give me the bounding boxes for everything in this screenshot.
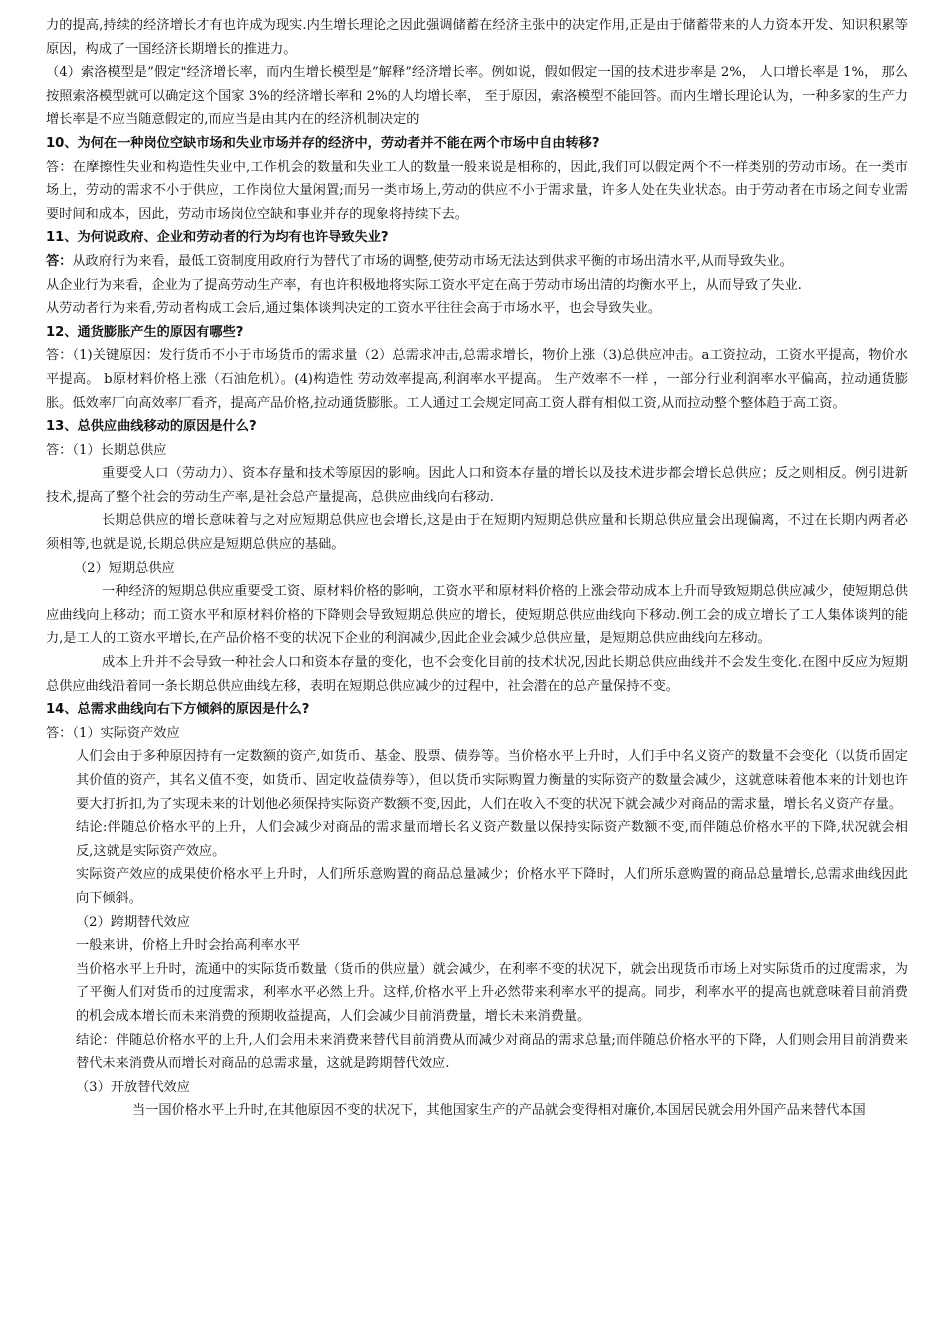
question-12: 12、通货膨胀产生的原因有哪些? xyxy=(46,324,244,340)
answer-12: 答：（1)关键原因：发行货币不小于市场货币的需求量（2）总需求冲击,总需求增长，物价上涨（3)总供应冲击。a工资拉动，工资水平提高，物价水平提高。 b原材料价格上涨（石油危机）。(4)构造性 劳动效率提高,利润率水平提高。 生产效率不一样 ，一部分行业利润率水平偏高，拉动通货膨胀。低效率厂向高效率厂看齐，提高产品价格,拉动通货膨胀。工人通过工会规定同高工资人群有相似工资,从而拉动整个整体趋于高工资。 xyxy=(46,348,908,411)
paragraph-growth-theory: 力的提高,持续的经济增长才有也许成为现实.内生增长理论之因此强调储蓄在经济主张中的决定作用,正是由于储蓄带来的人力资本开发、知识积累等原因，构成了一国经济长期增长的推进力。 xyxy=(46,18,908,57)
answer-14-open-1: 当一国价格水平上升时,在其他原因不变的状况下，其他国家生产的产品就会变得相对廉价,本国居民就会用外国产品来替代本国 xyxy=(132,1103,866,1119)
answer-13-short-run-2: 成本上升并不会导致一种社会人口和资本存量的变化，也不会变化目前的技术状况,因此长期总供应曲线并不会发生变化.在图中反应为短期总供应曲线沿着同一条长期总供应曲线左移，表明在短期总供应减少的过程中，社会潜在的总产量保持不变。 xyxy=(46,655,908,694)
question-11: 11、为何说政府、企业和劳动者的行为均有也许导致失业? xyxy=(46,230,389,246)
answer-14-intertemporal-conclusion: 结论：伴随总价格水平的上升,人们会用未来消费来替代目前消费从而减少对商品的需求总量;而伴随总价格水平的下降，人们则会用目前消费来替代未来消费从而增长对商品的总需求量，这就是跨期替代效应. xyxy=(76,1032,908,1072)
answer-14-real-asset-result: 实际资产效应的成果使价格水平上升时，人们所乐意购置的商品总量减少；价格水平下降时，人们所乐意购置的商品总量增长,总需求曲线因此向下倾斜。 xyxy=(76,867,908,906)
answer-13-long-run-1: 重要受人口（劳动力）、资本存量和技术等原因的影响。因此人口和资本存量的增长以及技术进步都会增长总供应；反之则相反。例引进新技术,提高了整个社会的劳动生产率,是社会总产量提高，总供应曲线向右移动. xyxy=(46,466,908,505)
answer-14-open-heading: （3）开放替代效应 xyxy=(76,1079,190,1095)
question-14: 14、总需求曲线向右下方倾斜的原因是什么? xyxy=(46,702,310,718)
question-10: 10、为何在一种岗位空缺市场和失业市场并存的经济中，劳动者并不能在两个市场中自由转移? xyxy=(46,135,600,151)
answer-14-real-asset-1: 人们会由于多种原因持有一定数额的资产,如货币、基金、股票、债券等。当价格水平上升时，人们手中名义资产的数量不会变化（以货币固定其价值的资产，其名义值不变，如货币、固定收益债券等），但以货币实际购置力衡量的实际资产的数量会减少，这就意味着他本来的计划也许要大打折扣,为了实现未来的计划他必须保持实际资产数额不变,因此，人们在收入不变的状况下就会减少对商品的需求量，增长名义资产存量。 xyxy=(76,749,908,812)
answer-14-intertemporal-2: 当价格水平上升时，流通中的实际货币数量（货币的供应量）就会减少，在利率不变的状况下，就会出现货币市场上对实际货币的过度需求，为了平衡人们对货币的过度需求，利率水平必然上升。这样,价格水平上升必然带来利率水平的提高。同步，利率水平的提高也就意味着目前消费的机会成本增长而未来消费的预期收益提高，人们会减少目前消费量，增长未来消费量。 xyxy=(76,961,908,1024)
question-13: 13、总供应曲线移动的原因是什么? xyxy=(46,419,257,435)
answer-14-intertemporal-heading: （2）跨期替代效应 xyxy=(76,914,190,930)
paragraph-solow-model: （4）索洛模型是”假定"经济增长率，而内生增长模型是”解释”经济增长率。例如说，假如假定一国的技术进步率是 2%， 人口增长率是 1%， 那么按照索洛模型就可以确定这个国家 3%的经济增长率和 2%的人均增长率， 至于原因，索洛模型不能回答。而内生增长理论认为，一种多家的生产力增长率是不应当随意假定的,而应当是由其内在的经济机制决定的 xyxy=(46,65,908,128)
answer-11-enterprise: 从企业行为来看，企业为了提高劳动生产率，有也许积极地将实际工资水平定在高于劳动市场出清的均衡水平上，从而导致了失业. xyxy=(46,277,802,293)
answer-11-worker: 从劳动者行为来看,劳动者构成工会后,通过集体谈判决定的工资水平往往会高于市场水平，也会导致失业。 xyxy=(46,301,662,317)
answer-13-long-run-2: 长期总供应的增长意味着与之对应短期总供应也会增长,这是由于在短期内短期总供应量和长期总供应量会出现偏离，不过在长期内两者必须相等,也就是说,长期总供应是短期总供应的基础。 xyxy=(46,513,908,553)
answer-13-short-run-1: 一种经济的短期总供应重要受工资、原材料价格的影响，工资水平和原材料价格的上涨会带动成本上升而导致短期总供应减少，使短期总供应曲线向上移动；而工资水平和原材料价格的下降则会导致短期总供应的增长，使短期总供应曲线向下移动.例工会的成立增长了工人集体谈判的能力,是工人的工资水平增长,在产品价格不变的状况下企业的利润减少,因此企业会减少总供应量，是短期总供应曲线向左移动。 xyxy=(46,584,908,647)
answer-10: 答：在摩擦性失业和构造性失业中,工作机会的数量和失业工人的数量一般来说是相称的，因此,我们可以假定两个不一样类别的劳动市场。在一类市场上，劳动的需求不小于供应，工作岗位大量闲置;而另一类市场上,劳动的供应不小于需求量，许多人处在失业状态。由于劳动者在市场之间专业需要时间和成本，因此，劳动市场岗位空缺和事业并存的现象将持续下去。 xyxy=(46,159,908,222)
answer-13-short-run-heading: （2）短期总供应 xyxy=(74,560,175,576)
answer-label: 答： xyxy=(46,253,73,269)
answer-14-intertemporal-1: 一般来讲，价格上升时会抬高利率水平 xyxy=(76,938,301,954)
answer-14-real-asset-conclusion: 结论:伴随总价格水平的上升，人们会减少对商品的需求量而增长名义资产数量以保持实际资产数额不变,而伴随总价格水平的下降,状况就会相反,这就是实际资产效应。 xyxy=(76,820,908,859)
answer-14-heading: 答：（1）实际资产效应 xyxy=(46,725,180,741)
answer-11-government-text: 从政府行为来看，最低工资制度用政府行为替代了市场的调整,使劳动市场无法达到供求平衡的市场出清水平,从而导致失业。 xyxy=(72,253,793,269)
answer-13-heading: 答：（1）长期总供应 xyxy=(46,442,167,458)
answer-11-government xyxy=(46,250,908,274)
